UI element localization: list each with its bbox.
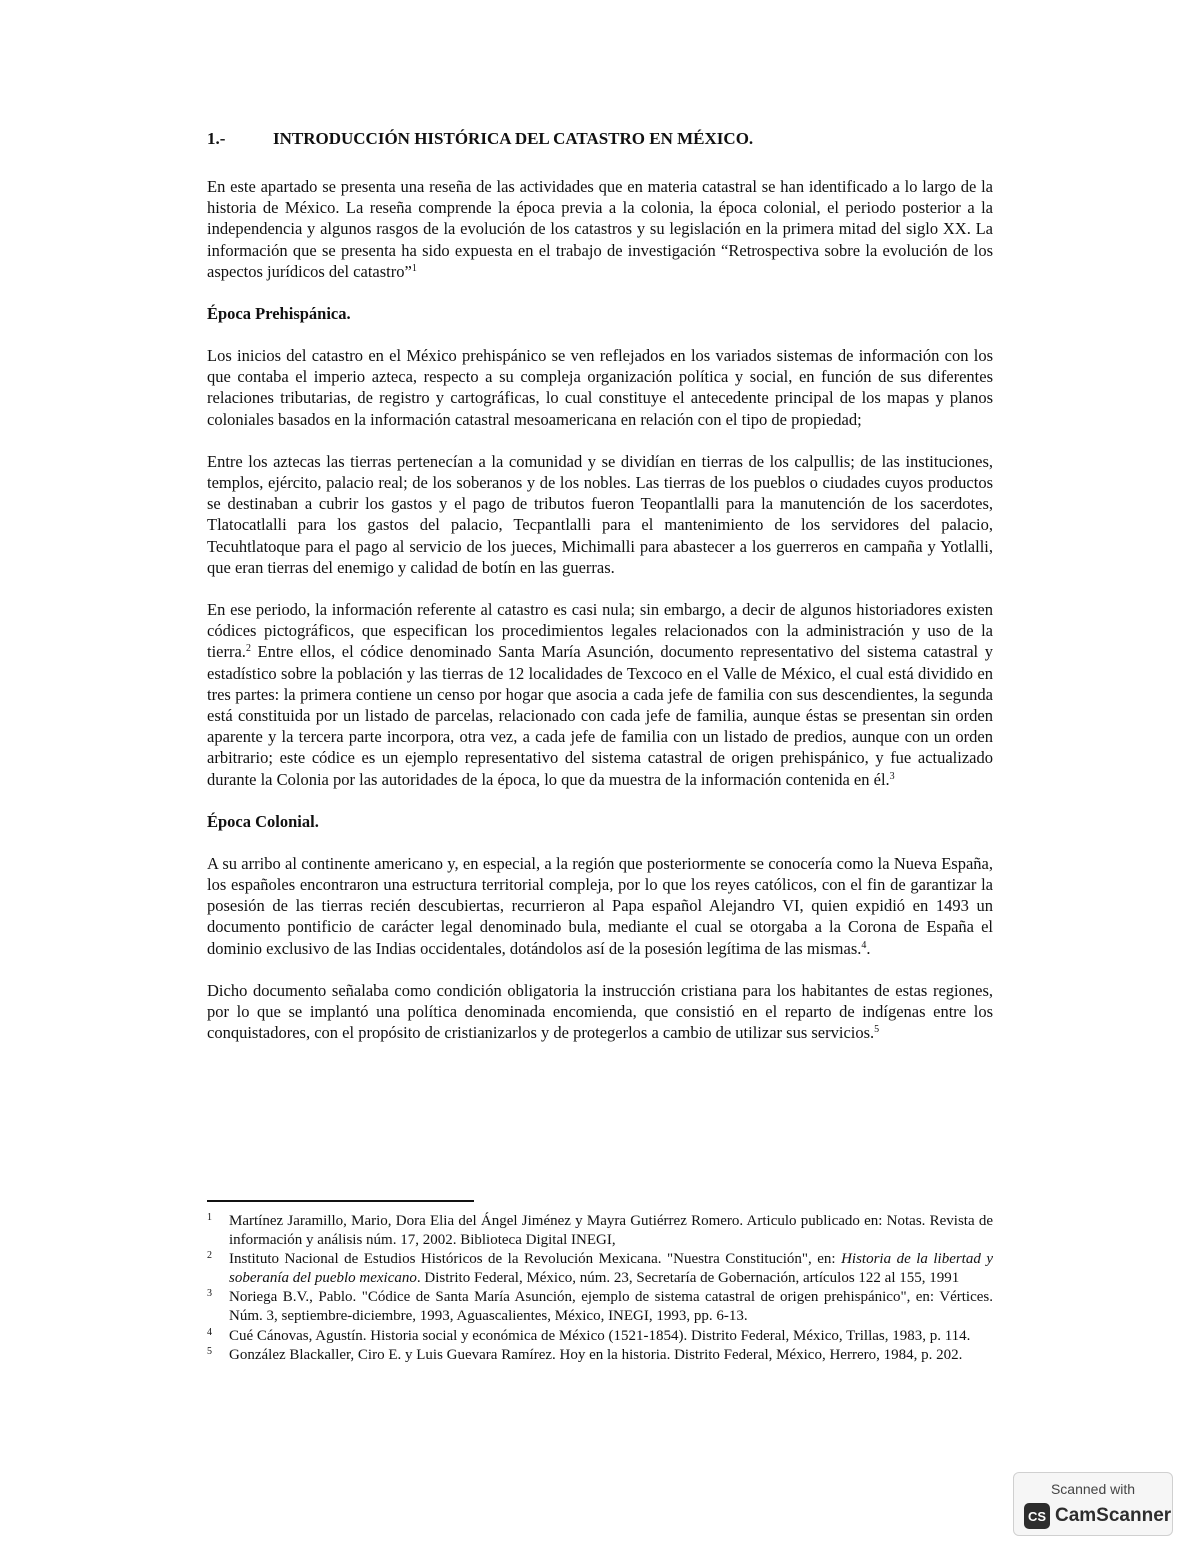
footnote [207, 1212, 993, 1249]
footnote-text: Instituto Nacional de Estudios Históricos de la Revolución Mexicana. "Nuestra Constitución", en: Historia de la libertad y soberanía del pueblo mexicano. Distrito Federal, México, núm. 23, Secretaría de Gobernación, artículos 122 al 155, 1991 [229, 1251, 993, 1286]
document-page [207, 128, 993, 1065]
paragraph: Los inicios del catastro en el México prehispánico se ven reflejados en los variados sistemas de información con los que contaba el imperio azteca, respecto a su compleja organización política y social, en función de sus diferentes relaciones tributarias, de registro y cartográficas, lo cual constituye el antecedente principal de los mapas y planos coloniales basados en la información catastral mesoamericana en relación con el tipo de propiedad; [207, 346, 993, 429]
section-title-prehispanic: Época Prehispánica. [207, 304, 351, 324]
footnote-ref[interactable]: 2 [245, 643, 251, 655]
footnote-number: 3 [207, 1288, 212, 1300]
paragraph: Entre los aztecas las tierras pertenecían a la comunidad y se dividían en tierras de los calpullis; de las instituciones, templos, ejército, palacio real; de los soberanos y de los nobles. Las tierras de los pueblos o ciudades cuyos productos se destinaban a cubrir los gastos y el pago de tributos fueron Teopantlalli para la manutención de los sacerdotes, Tlatocatlalli para los gastos del palacio, Tecpantlalli para el mantenimiento de los servidores del palacio, Tecuhtlatoque para el pago al servicio de los jueces, Michimalli para abastecer a los guerreros en campaña y Yotlalli, que eran tierras del enemigo y calidad de botín en las guerras. [207, 451, 993, 577]
footnote [207, 1288, 993, 1325]
camscanner-watermark [1013, 1472, 1173, 1536]
watermark-caption: Scanned with [1050, 1481, 1136, 1497]
footnote-number: 5 [207, 1346, 212, 1358]
footnote-ref[interactable]: 1 [411, 262, 417, 274]
footnote-ref[interactable]: 5 [874, 1024, 880, 1036]
paragraph: Dicho documento señalaba como condición obligatoria la instrucción cristiana para los habitantes de estas regiones, por lo que se implantó una política denominada encomienda, que consistió en el reparto de indígenas entre los conquistadores, con el propósito de cristianizarlos y de protegerlos a cambio de utilizar sus servicios.$^5$ [207, 980, 993, 1043]
footnote [207, 1327, 993, 1346]
footnote-text: Noriega B.V., Pablo. "Códice de Santa María Asunción, ejemplo de sistema catastral de origen prehispánico", en: Vértices. Núm. 3, septiembre-diciembre, 1993, Aguascalientes, México, INEGI, 1993, pp. 6-13. [229, 1289, 993, 1324]
footnote-text: Martínez Jaramillo, Mario, Dora Elia del Ángel Jiménez y Mayra Gutiérrez Romero. Articulo publicado en: Notas. Revista de información y análisis núm. 17, 2002. Biblioteca Digital INEGI, [229, 1213, 993, 1248]
footnote-divider [207, 1200, 474, 1202]
footnote [207, 1250, 993, 1287]
section-title-colonial: Época Colonial. [207, 811, 319, 831]
chapter-title: INTRODUCCIÓN HISTÓRICA DEL CATASTRO EN MÉXICO. [273, 129, 754, 148]
footnote-text: González Blackaller, Ciro E. y Luis Guevara Ramírez. Hoy en la historia. Distrito Federal, México, Herrero, 1984, p. 202. [229, 1347, 963, 1364]
watermark-brand-name: CamScanner [1055, 1505, 1172, 1526]
footnote-ref[interactable]: 4 [861, 939, 867, 951]
footnote-number: 4 [207, 1326, 212, 1338]
footnote-number: 1 [207, 1212, 212, 1223]
footnote-number: 2 [207, 1250, 212, 1262]
intro-paragraph: En este apartado se presenta una reseña de las actividades que en materia catastral se han identificado a lo largo de la historia de México. La reseña comprende la época previa a la colonia, la época colonial, el periodo posterior a la independencia y algunos rasgos de la evolución de los catastros y su legislación en la primera mitad del siglo XX. La información que se presenta ha sido expuesta en el trabajo de investigación “Retrospectiva sobre la evolución de los aspectos jurídicos del catastro”$^1$ [207, 177, 993, 281]
footnote-text: Cué Cánovas, Agustín. Historia social y económica de México (1521-1854). Distrito Federal, México, Trillas, 1983, p. 114. [229, 1327, 971, 1344]
paragraph: A su arribo al continente americano y, en especial, a la región que posteriormente se conocería como la Nueva España, los españoles encontraron una estructura territorial compleja, por lo que los reyes católicos, con el fin de garantizar la posesión de las tierras recién descubiertas, recurrieron al Papa español Alejandro VI, quien expidió en 1493 un documento pontificio de carácter legal denominado bula, mediante el cual se otorgaba a la Corona de España el dominio exclusivo de las Indias occidentales, dotándolos así de la posesión legítima de las mismas.$^4$. [207, 853, 993, 958]
footnotes [207, 1212, 993, 1366]
camscanner-logo-icon: CS [1024, 1503, 1050, 1529]
paragraph: En ese periodo, la información referente al catastro es casi nula; sin embargo, a decir de algunos historiadores existen códices pictográficos, que especifican los procedimientos legales relacionados con la administración y uso de la tierra.$^2$ Entre ellos, el códice denominado Santa María Asunción, documento representativo del sistema catastral y estadístico sobre la población y las tierras de 12 localidades de Texcoco en el Valle de México, el cual está dividido en tres partes: la primera contiene un censo por hogar que asocia a cada jefe de familia con sus descendientes, la segunda está constituida por un listado de parcelas, relacionado con cada jefe de familia, aunque éstas se presentan sin orden aparente y la tercera parte incorpora, otra vez, a cada jefe de familia con un listado de predios, aunque con un orden arbitrario; este códice es un ejemplo representativo del sistema catastral de origen prehispánico, y fue actualizado durante la Colonia por las autoridades de la época, lo que da muestra de la información contenida en él.$^3$ [207, 600, 993, 789]
chapter-heading [207, 128, 993, 150]
chapter-number: 1.- [207, 129, 226, 148]
footnote [207, 1346, 993, 1365]
footnote-ref[interactable]: 3 [889, 770, 895, 782]
watermark-brand [1024, 1503, 1171, 1529]
